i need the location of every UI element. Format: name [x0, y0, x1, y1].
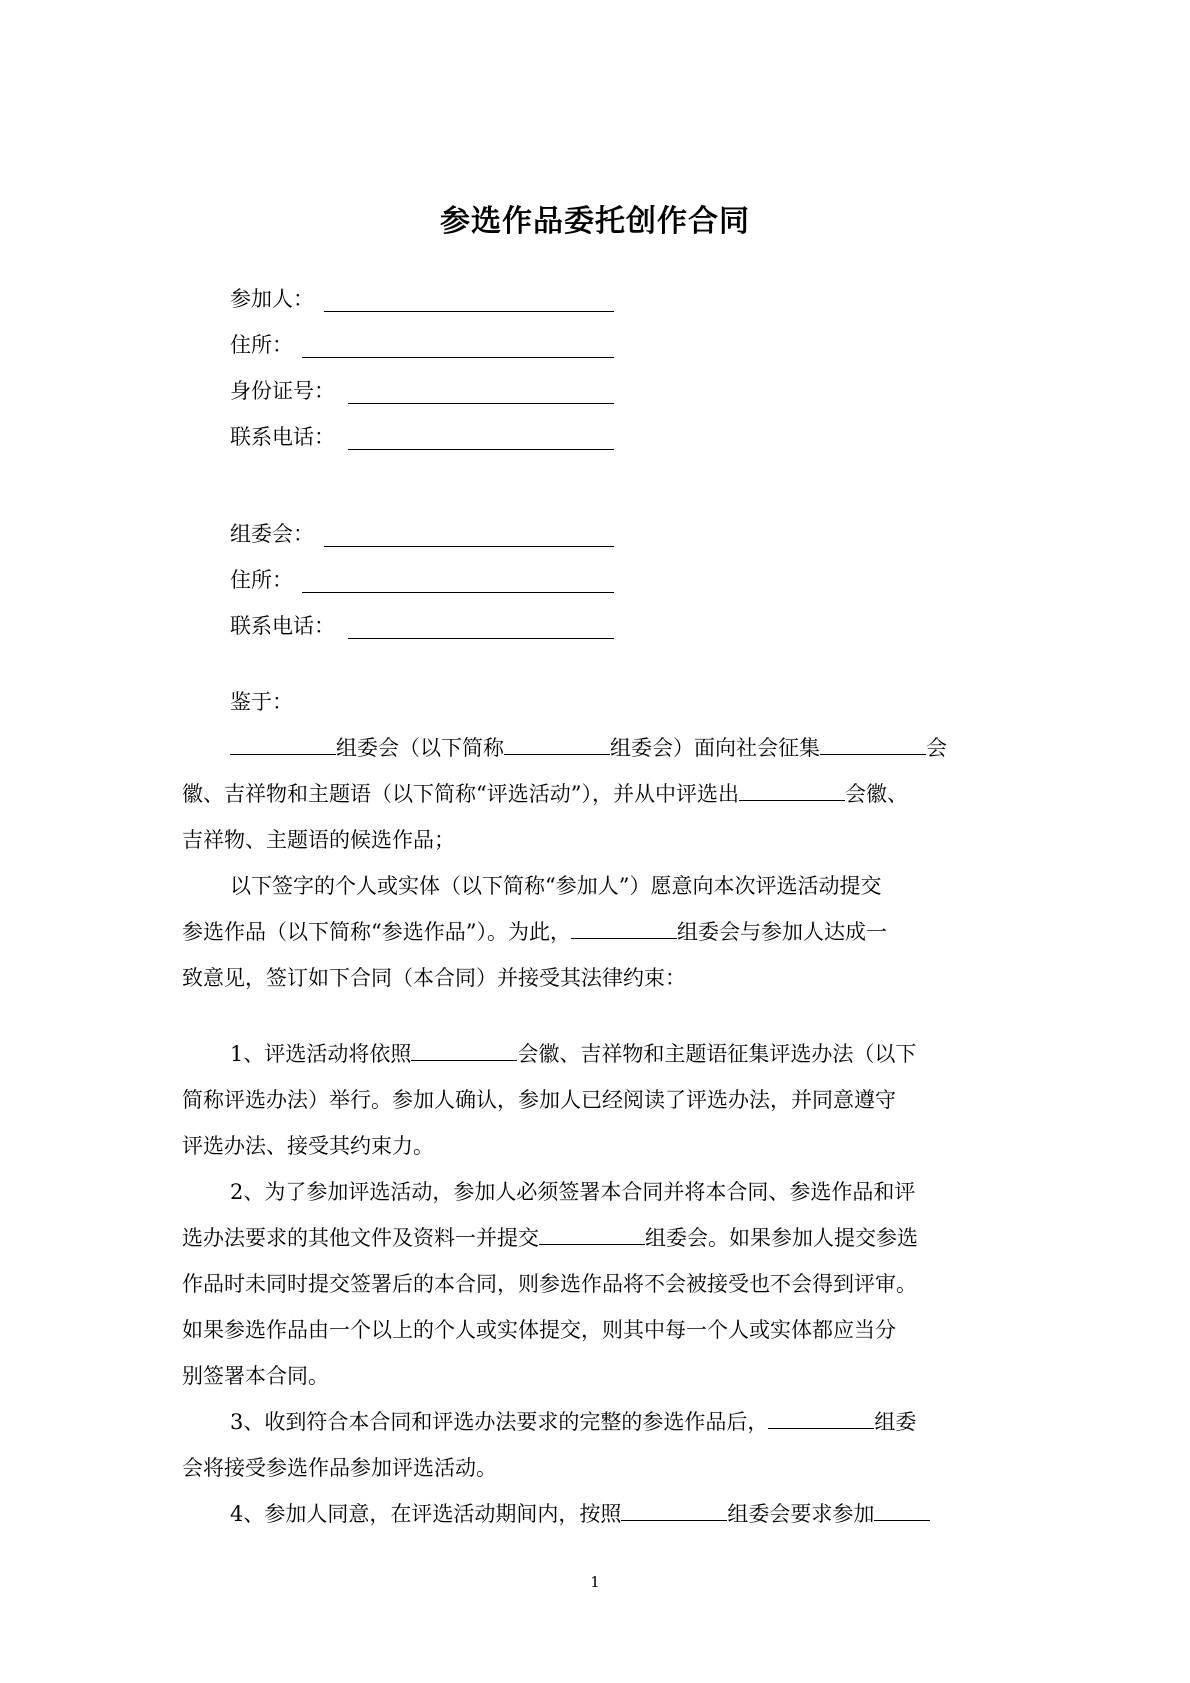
text: 组委会与参加人达成一 [676, 920, 887, 944]
text: 参选作品（以下简称“参选作品”）。为此， [182, 920, 571, 944]
clause-line: 2、为了参加评选活动，参加人必须签署本合同并将本合同、参选作品和评 [230, 1180, 916, 1204]
text: 组委会。如果参加人提交参选 [645, 1226, 918, 1250]
blank[interactable] [504, 753, 610, 755]
committee-phone-label: 联系电话： [230, 614, 335, 638]
committee-phone-field [230, 611, 335, 641]
whereas-line: 致意见，签订如下合同（本合同）并接受其法律约束： [182, 966, 686, 990]
clause-line [230, 1498, 930, 1528]
clause-line: 会将接受参选作品参加评选活动。 [182, 1456, 497, 1480]
text: 选办法要求的其他文件及资料一并提交 [182, 1226, 539, 1250]
text: 组委 [874, 1410, 917, 1434]
text: 1、评选活动将依照 [230, 1042, 412, 1066]
participant-address-blank[interactable] [302, 357, 614, 358]
committee-address-field [230, 565, 293, 595]
committee-address-blank[interactable] [302, 592, 614, 593]
committee-address-label: 住所： [230, 568, 293, 592]
text: 组委会）面向社会征集 [610, 736, 820, 760]
whereas-line [230, 732, 947, 762]
clause-line: 评选办法、接受其约束力。 [182, 1134, 434, 1158]
whereas-line [182, 778, 908, 808]
participant-phone-field [230, 422, 335, 452]
blank[interactable] [230, 753, 336, 755]
clause-line [182, 1222, 918, 1252]
participant-phone-label: 联系电话： [230, 425, 335, 449]
blank[interactable] [739, 799, 845, 801]
participant-address-label: 住所： [230, 333, 293, 357]
clause-line: 简称评选办法）举行。参加人确认，参加人已经阅读了评选办法，并同意遵守 [182, 1088, 896, 1112]
text: 组委会要求参加 [727, 1502, 875, 1526]
participant-id-label: 身份证号： [230, 379, 335, 403]
clause-line [230, 1406, 916, 1436]
clause-line: 别签署本合同。 [182, 1364, 329, 1388]
whereas-line: 以下签字的个人或实体（以下简称“参加人”）愿意向本次评选活动提交 [230, 874, 882, 898]
participant-name-field [230, 284, 314, 314]
text: 徽、吉祥物和主题语（以下简称“评选活动”），并从中评选出 [182, 782, 739, 806]
text: 会徽、吉祥物和主题语征集评选办法（以下 [517, 1042, 917, 1066]
participant-id-field [230, 376, 335, 406]
clause-line: 作品时未同时提交签署后的本合同，则参选作品将不会被接受也不会得到评审。 [182, 1272, 917, 1296]
text: 组委会（以下简称 [336, 736, 504, 760]
blank[interactable] [571, 937, 677, 939]
participant-name-label: 参加人： [230, 287, 314, 311]
whereas-line: 吉祥物、主题语的候选作品； [182, 828, 455, 852]
text: 4、参加人同意，在评选活动期间内，按照 [230, 1502, 622, 1526]
whereas-line [182, 916, 887, 946]
clause-line [230, 1038, 916, 1068]
whereas-label: 鉴于： [230, 690, 293, 714]
blank[interactable] [621, 1519, 727, 1521]
page-title: 参选作品委托创作合同 [440, 204, 750, 239]
participant-address-field [230, 330, 293, 360]
blank[interactable] [820, 753, 926, 755]
text: 会徽、 [844, 782, 908, 806]
participant-name-blank[interactable] [324, 311, 614, 312]
committee-name-blank[interactable] [324, 546, 614, 547]
participant-phone-blank[interactable] [348, 449, 614, 450]
blank[interactable] [411, 1059, 517, 1061]
participant-id-blank[interactable] [348, 403, 614, 404]
blank[interactable] [539, 1243, 645, 1245]
page-number: 1 [590, 1573, 600, 1591]
blank[interactable] [768, 1427, 874, 1429]
committee-phone-blank[interactable] [348, 638, 614, 639]
text: 3、收到符合本合同和评选办法要求的完整的参选作品后， [230, 1410, 769, 1434]
committee-name-label: 组委会： [230, 522, 314, 546]
clause-line: 如果参选作品由一个以上的个人或实体提交，则其中每一个人或实体都应当分 [182, 1318, 896, 1342]
blank[interactable] [874, 1519, 930, 1521]
text: 会 [926, 736, 947, 760]
committee-name-field [230, 519, 314, 549]
